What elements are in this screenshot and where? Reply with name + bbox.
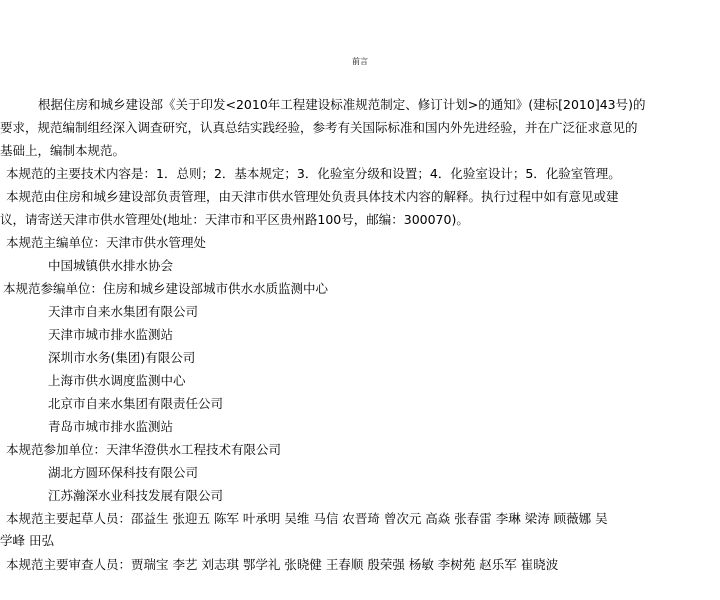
participating-unit-item: 深圳市水务(集团)有限公司 xyxy=(48,350,196,365)
participating-unit-item: 上海市供水调度监测中心 xyxy=(48,373,186,388)
participating-unit-item: 青岛市城市排水监测站 xyxy=(48,419,174,434)
chief-unit-item: 中国城镇供水排水协会 xyxy=(48,258,174,273)
joining-unit-item: 湖北方圆环保科技有限公司 xyxy=(48,465,199,480)
chief-units-label: 本规范主编单位：天津市供水管理处 xyxy=(6,235,207,250)
management-paragraph-line-2: 议，请寄送天津市供水管理处(地址：天津市和平区贵州路100号，邮编：300070)。 xyxy=(0,212,469,227)
drafters-line-2: 学峰 田弘 xyxy=(0,533,54,548)
participating-unit-item: 天津市城市排水监测站 xyxy=(48,327,174,342)
drafters-line-1: 本规范主要起草人员：邵益生 张迎五 陈军 叶承明 吴维 马信 农晋琦 曾次元 高焱 张春雷 李琳 梁涛 顾薇娜 吴 xyxy=(6,511,608,526)
intro-paragraph-line-2: 要求，规范编制组经深入调查研究，认真总结实践经验，参考有关国际标准和国内外先进经验，并在广泛征求意见的 xyxy=(0,120,638,135)
reviewers-line: 本规范主要审查人员：贾瑞宝 李艺 刘志琪 鄂学礼 张晓健 王春顺 殷荣强 杨敏 李树苑 赵乐军 崔晓波 xyxy=(6,557,559,572)
participating-units-label: 本规范参编单位：住房和城乡建设部城市供水水质监测中心 xyxy=(3,281,329,296)
intro-paragraph-line-1: 根据住房和城乡建设部《关于印发<2010年工程建设标准规范制定、修订计划>的通知》(建标[2010]43号)的 xyxy=(38,97,646,112)
participating-unit-item: 天津市自来水集团有限公司 xyxy=(48,304,199,319)
intro-paragraph-line-3: 基础上，编制本规范。 xyxy=(0,143,126,158)
joining-unit-item: 江苏瀚深水业科技发展有限公司 xyxy=(48,488,224,503)
participating-unit-item: 北京市自来水集团有限责任公司 xyxy=(48,396,224,411)
page-title: 前言 xyxy=(352,57,368,66)
joining-units-label: 本规范参加单位：天津华澄供水工程技术有限公司 xyxy=(6,442,282,457)
technical-content-line: 本规范的主要技术内容是：1．总则；2．基本规定；3．化验室分级和设置；4．化验室设计；5．化验室管理。 xyxy=(6,166,621,181)
management-paragraph-line-1: 本规范由住房和城乡建设部负责管理，由天津市供水管理处负责具体技术内容的解释。执行过程中如有意见或建 xyxy=(6,189,619,204)
